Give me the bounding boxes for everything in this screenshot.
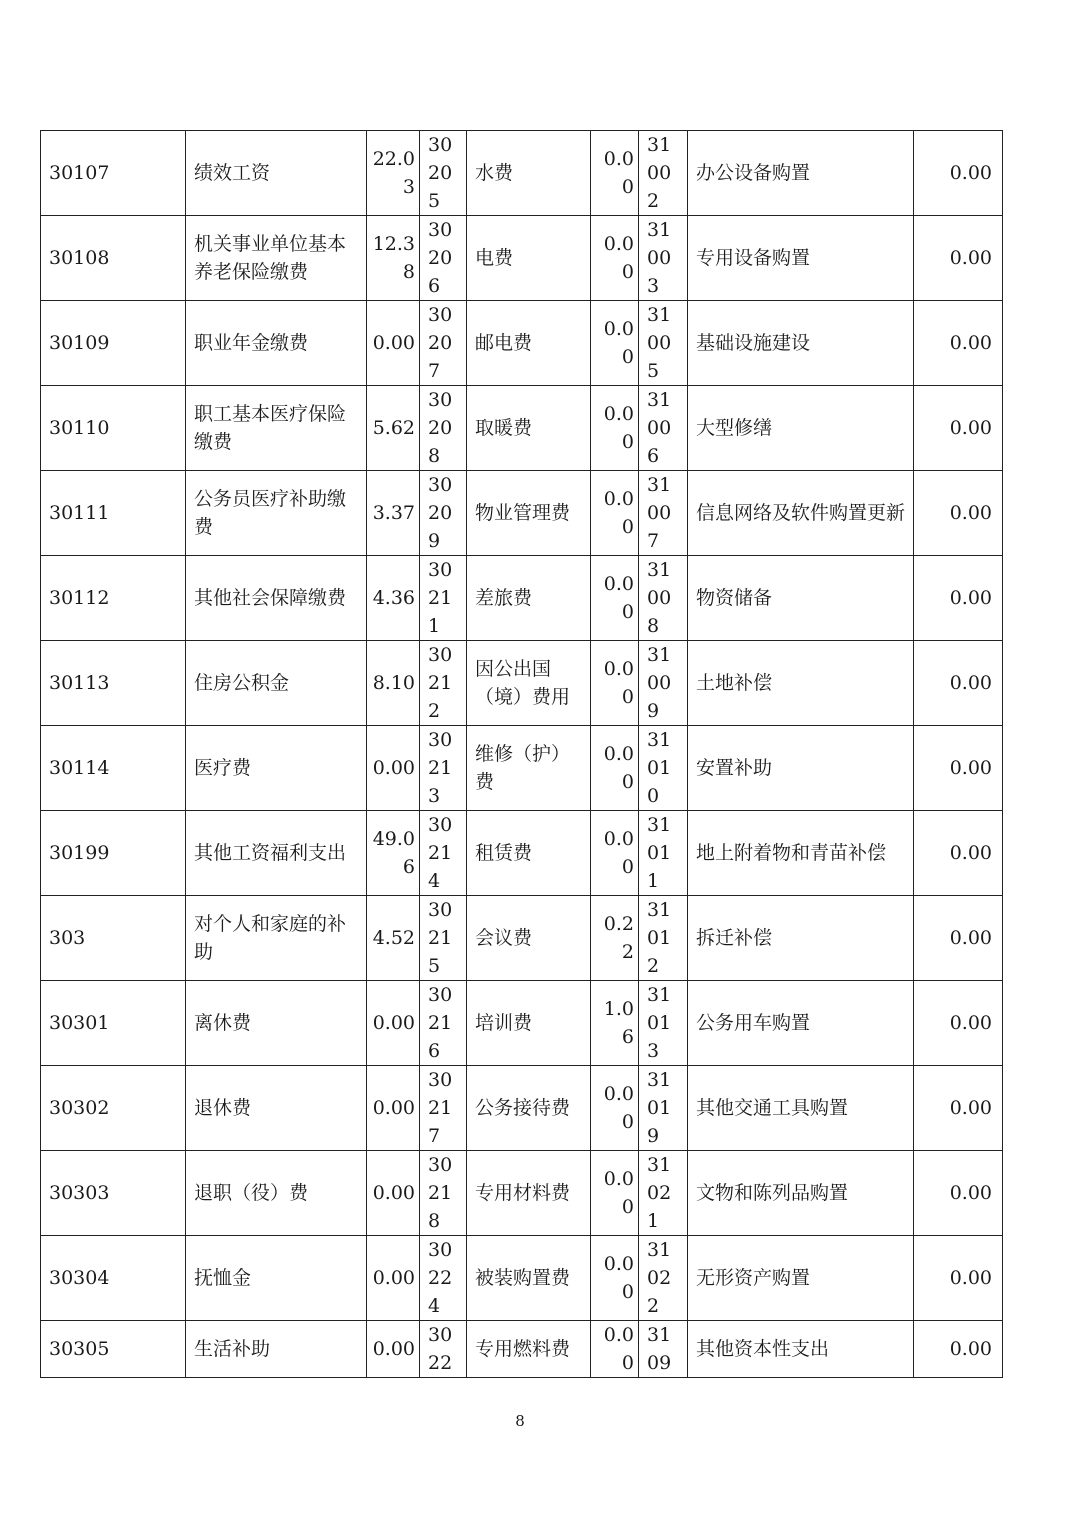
econ-code-cell: 30302 <box>41 1066 186 1151</box>
econ-code-cell: 31012 <box>639 896 688 981</box>
econ-name-cell: 取暖费 <box>467 386 591 471</box>
table-row <box>41 1066 1003 1151</box>
econ-name-cell: 安置补助 <box>688 726 914 811</box>
econ-code-cell: 30217 <box>420 1066 467 1151</box>
econ-code-cell: 30199 <box>41 811 186 896</box>
amount-cell: 0.00 <box>591 301 639 386</box>
econ-code-cell: 31021 <box>639 1151 688 1236</box>
econ-code-cell: 30208 <box>420 386 467 471</box>
econ-name-cell: 因公出国（境）费用 <box>467 641 591 726</box>
econ-code-cell: 31013 <box>639 981 688 1066</box>
amount-cell: 0.00 <box>591 641 639 726</box>
econ-code-cell: 30214 <box>420 811 467 896</box>
econ-code-cell: 31005 <box>639 301 688 386</box>
econ-code-cell: 30212 <box>420 641 467 726</box>
amount-cell: 0.00 <box>914 1066 1003 1151</box>
amount-cell: 0.00 <box>914 1236 1003 1321</box>
amount-cell: 0.00 <box>914 301 1003 386</box>
amount-cell: 0.00 <box>914 811 1003 896</box>
econ-name-cell: 电费 <box>467 216 591 301</box>
econ-name-cell: 物资储备 <box>688 556 914 641</box>
table-row <box>41 1151 1003 1236</box>
amount-cell: 0.00 <box>591 556 639 641</box>
econ-name-cell: 退职（役）费 <box>186 1151 367 1236</box>
econ-name-cell: 土地补偿 <box>688 641 914 726</box>
econ-code-cell: 30304 <box>41 1236 186 1321</box>
amount-cell: 0.00 <box>591 811 639 896</box>
table-row <box>41 641 1003 726</box>
econ-name-cell: 大型修缮 <box>688 386 914 471</box>
econ-name-cell: 水费 <box>467 131 591 216</box>
amount-cell: 49.06 <box>367 811 420 896</box>
table-row <box>41 726 1003 811</box>
table-row <box>41 1236 1003 1321</box>
amount-cell: 0.00 <box>591 1066 639 1151</box>
econ-code-cell: 31007 <box>639 471 688 556</box>
amount-cell: 0.00 <box>914 556 1003 641</box>
econ-code-cell: 31006 <box>639 386 688 471</box>
table-row <box>41 556 1003 641</box>
econ-name-cell: 拆迁补偿 <box>688 896 914 981</box>
econ-name-cell: 抚恤金 <box>186 1236 367 1321</box>
econ-name-cell: 物业管理费 <box>467 471 591 556</box>
amount-cell: 4.52 <box>367 896 420 981</box>
econ-name-cell: 租赁费 <box>467 811 591 896</box>
econ-code-cell: 30209 <box>420 471 467 556</box>
econ-name-cell: 信息网络及软件购置更新 <box>688 471 914 556</box>
econ-name-cell: 其他资本性支出 <box>688 1321 914 1378</box>
econ-name-cell: 其他工资福利支出 <box>186 811 367 896</box>
econ-name-cell: 培训费 <box>467 981 591 1066</box>
econ-code-cell: 30305 <box>41 1321 186 1378</box>
econ-name-cell: 地上附着物和青苗补偿 <box>688 811 914 896</box>
econ-code-cell: 30224 <box>420 1236 467 1321</box>
econ-name-cell: 退休费 <box>186 1066 367 1151</box>
econ-code-cell: 30107 <box>41 131 186 216</box>
econ-name-cell: 专用设备购置 <box>688 216 914 301</box>
econ-code-cell: 30109 <box>41 301 186 386</box>
table-row <box>41 131 1003 216</box>
amount-cell: 0.00 <box>591 1151 639 1236</box>
amount-cell: 0.00 <box>591 1321 639 1378</box>
amount-cell: 0.00 <box>367 981 420 1066</box>
econ-code-cell: 30108 <box>41 216 186 301</box>
table-row <box>41 1321 1003 1378</box>
econ-code-cell: 30110 <box>41 386 186 471</box>
table-row <box>41 301 1003 386</box>
amount-cell: 0.00 <box>591 1236 639 1321</box>
econ-name-cell: 基础设施建设 <box>688 301 914 386</box>
econ-name-cell: 公务接待费 <box>467 1066 591 1151</box>
amount-cell: 0.00 <box>367 1236 420 1321</box>
econ-name-cell: 生活补助 <box>186 1321 367 1378</box>
econ-name-cell: 医疗费 <box>186 726 367 811</box>
econ-code-cell: 31011 <box>639 811 688 896</box>
amount-cell: 0.00 <box>914 471 1003 556</box>
amount-cell: 22.03 <box>367 131 420 216</box>
econ-code-cell: 30207 <box>420 301 467 386</box>
amount-cell: 0.00 <box>591 131 639 216</box>
page-number: 8 <box>515 1412 525 1430</box>
amount-cell: 0.00 <box>914 896 1003 981</box>
amount-cell: 8.10 <box>367 641 420 726</box>
econ-name-cell: 差旅费 <box>467 556 591 641</box>
amount-cell: 12.38 <box>367 216 420 301</box>
amount-cell: 0.00 <box>591 471 639 556</box>
econ-name-cell: 公务用车购置 <box>688 981 914 1066</box>
econ-name-cell: 专用材料费 <box>467 1151 591 1236</box>
econ-code-cell: 30301 <box>41 981 186 1066</box>
table-row <box>41 811 1003 896</box>
table-row <box>41 216 1003 301</box>
econ-name-cell: 其他社会保障缴费 <box>186 556 367 641</box>
amount-cell: 0.22 <box>591 896 639 981</box>
econ-name-cell: 邮电费 <box>467 301 591 386</box>
amount-cell: 0.00 <box>367 1151 420 1236</box>
econ-name-cell: 机关事业单位基本养老保险缴费 <box>186 216 367 301</box>
econ-name-cell: 无形资产购置 <box>688 1236 914 1321</box>
table-row <box>41 386 1003 471</box>
amount-cell: 0.00 <box>914 981 1003 1066</box>
econ-code-cell: 30111 <box>41 471 186 556</box>
econ-code-cell: 30218 <box>420 1151 467 1236</box>
econ-name-cell: 离休费 <box>186 981 367 1066</box>
econ-code-cell: 31008 <box>639 556 688 641</box>
econ-name-cell: 会议费 <box>467 896 591 981</box>
econ-code-cell: 3022 <box>420 1321 467 1378</box>
amount-cell: 1.06 <box>591 981 639 1066</box>
amount-cell: 0.00 <box>914 641 1003 726</box>
econ-name-cell: 维修（护）费 <box>467 726 591 811</box>
amount-cell: 0.00 <box>914 386 1003 471</box>
table-row <box>41 896 1003 981</box>
amount-cell: 5.62 <box>367 386 420 471</box>
amount-cell: 0.00 <box>914 726 1003 811</box>
econ-code-cell: 303 <box>41 896 186 981</box>
econ-name-cell: 对个人和家庭的补助 <box>186 896 367 981</box>
econ-code-cell: 31002 <box>639 131 688 216</box>
econ-code-cell: 3109 <box>639 1321 688 1378</box>
amount-cell: 0.00 <box>591 726 639 811</box>
amount-cell: 0.00 <box>367 1066 420 1151</box>
econ-name-cell: 公务员医疗补助缴费 <box>186 471 367 556</box>
amount-cell: 0.00 <box>914 1321 1003 1378</box>
amount-cell: 0.00 <box>591 386 639 471</box>
econ-name-cell: 被装购置费 <box>467 1236 591 1321</box>
econ-code-cell: 30213 <box>420 726 467 811</box>
econ-code-cell: 30216 <box>420 981 467 1066</box>
table-body <box>41 131 1003 1378</box>
econ-code-cell: 30303 <box>41 1151 186 1236</box>
amount-cell: 0.00 <box>367 726 420 811</box>
econ-code-cell: 30114 <box>41 726 186 811</box>
table-row <box>41 471 1003 556</box>
econ-name-cell: 其他交通工具购置 <box>688 1066 914 1151</box>
econ-code-cell: 30112 <box>41 556 186 641</box>
amount-cell: 0.00 <box>367 1321 420 1378</box>
amount-cell: 0.00 <box>367 301 420 386</box>
econ-code-cell: 30113 <box>41 641 186 726</box>
econ-name-cell: 住房公积金 <box>186 641 367 726</box>
amount-cell: 0.00 <box>914 131 1003 216</box>
econ-name-cell: 职工基本医疗保险缴费 <box>186 386 367 471</box>
econ-name-cell: 绩效工资 <box>186 131 367 216</box>
budget-expenditure-table <box>40 130 1003 1378</box>
econ-code-cell: 30206 <box>420 216 467 301</box>
amount-cell: 4.36 <box>367 556 420 641</box>
econ-code-cell: 31019 <box>639 1066 688 1151</box>
econ-code-cell: 30215 <box>420 896 467 981</box>
amount-cell: 0.00 <box>914 1151 1003 1236</box>
econ-code-cell: 31003 <box>639 216 688 301</box>
econ-name-cell: 职业年金缴费 <box>186 301 367 386</box>
econ-code-cell: 31010 <box>639 726 688 811</box>
budget-table-container <box>40 130 1002 1378</box>
econ-code-cell: 31009 <box>639 641 688 726</box>
econ-code-cell: 31022 <box>639 1236 688 1321</box>
amount-cell: 0.00 <box>914 216 1003 301</box>
econ-code-cell: 30211 <box>420 556 467 641</box>
econ-name-cell: 专用燃料费 <box>467 1321 591 1378</box>
amount-cell: 0.00 <box>591 216 639 301</box>
amount-cell: 3.37 <box>367 471 420 556</box>
econ-name-cell: 办公设备购置 <box>688 131 914 216</box>
table-row <box>41 981 1003 1066</box>
econ-name-cell: 文物和陈列品购置 <box>688 1151 914 1236</box>
econ-code-cell: 30205 <box>420 131 467 216</box>
